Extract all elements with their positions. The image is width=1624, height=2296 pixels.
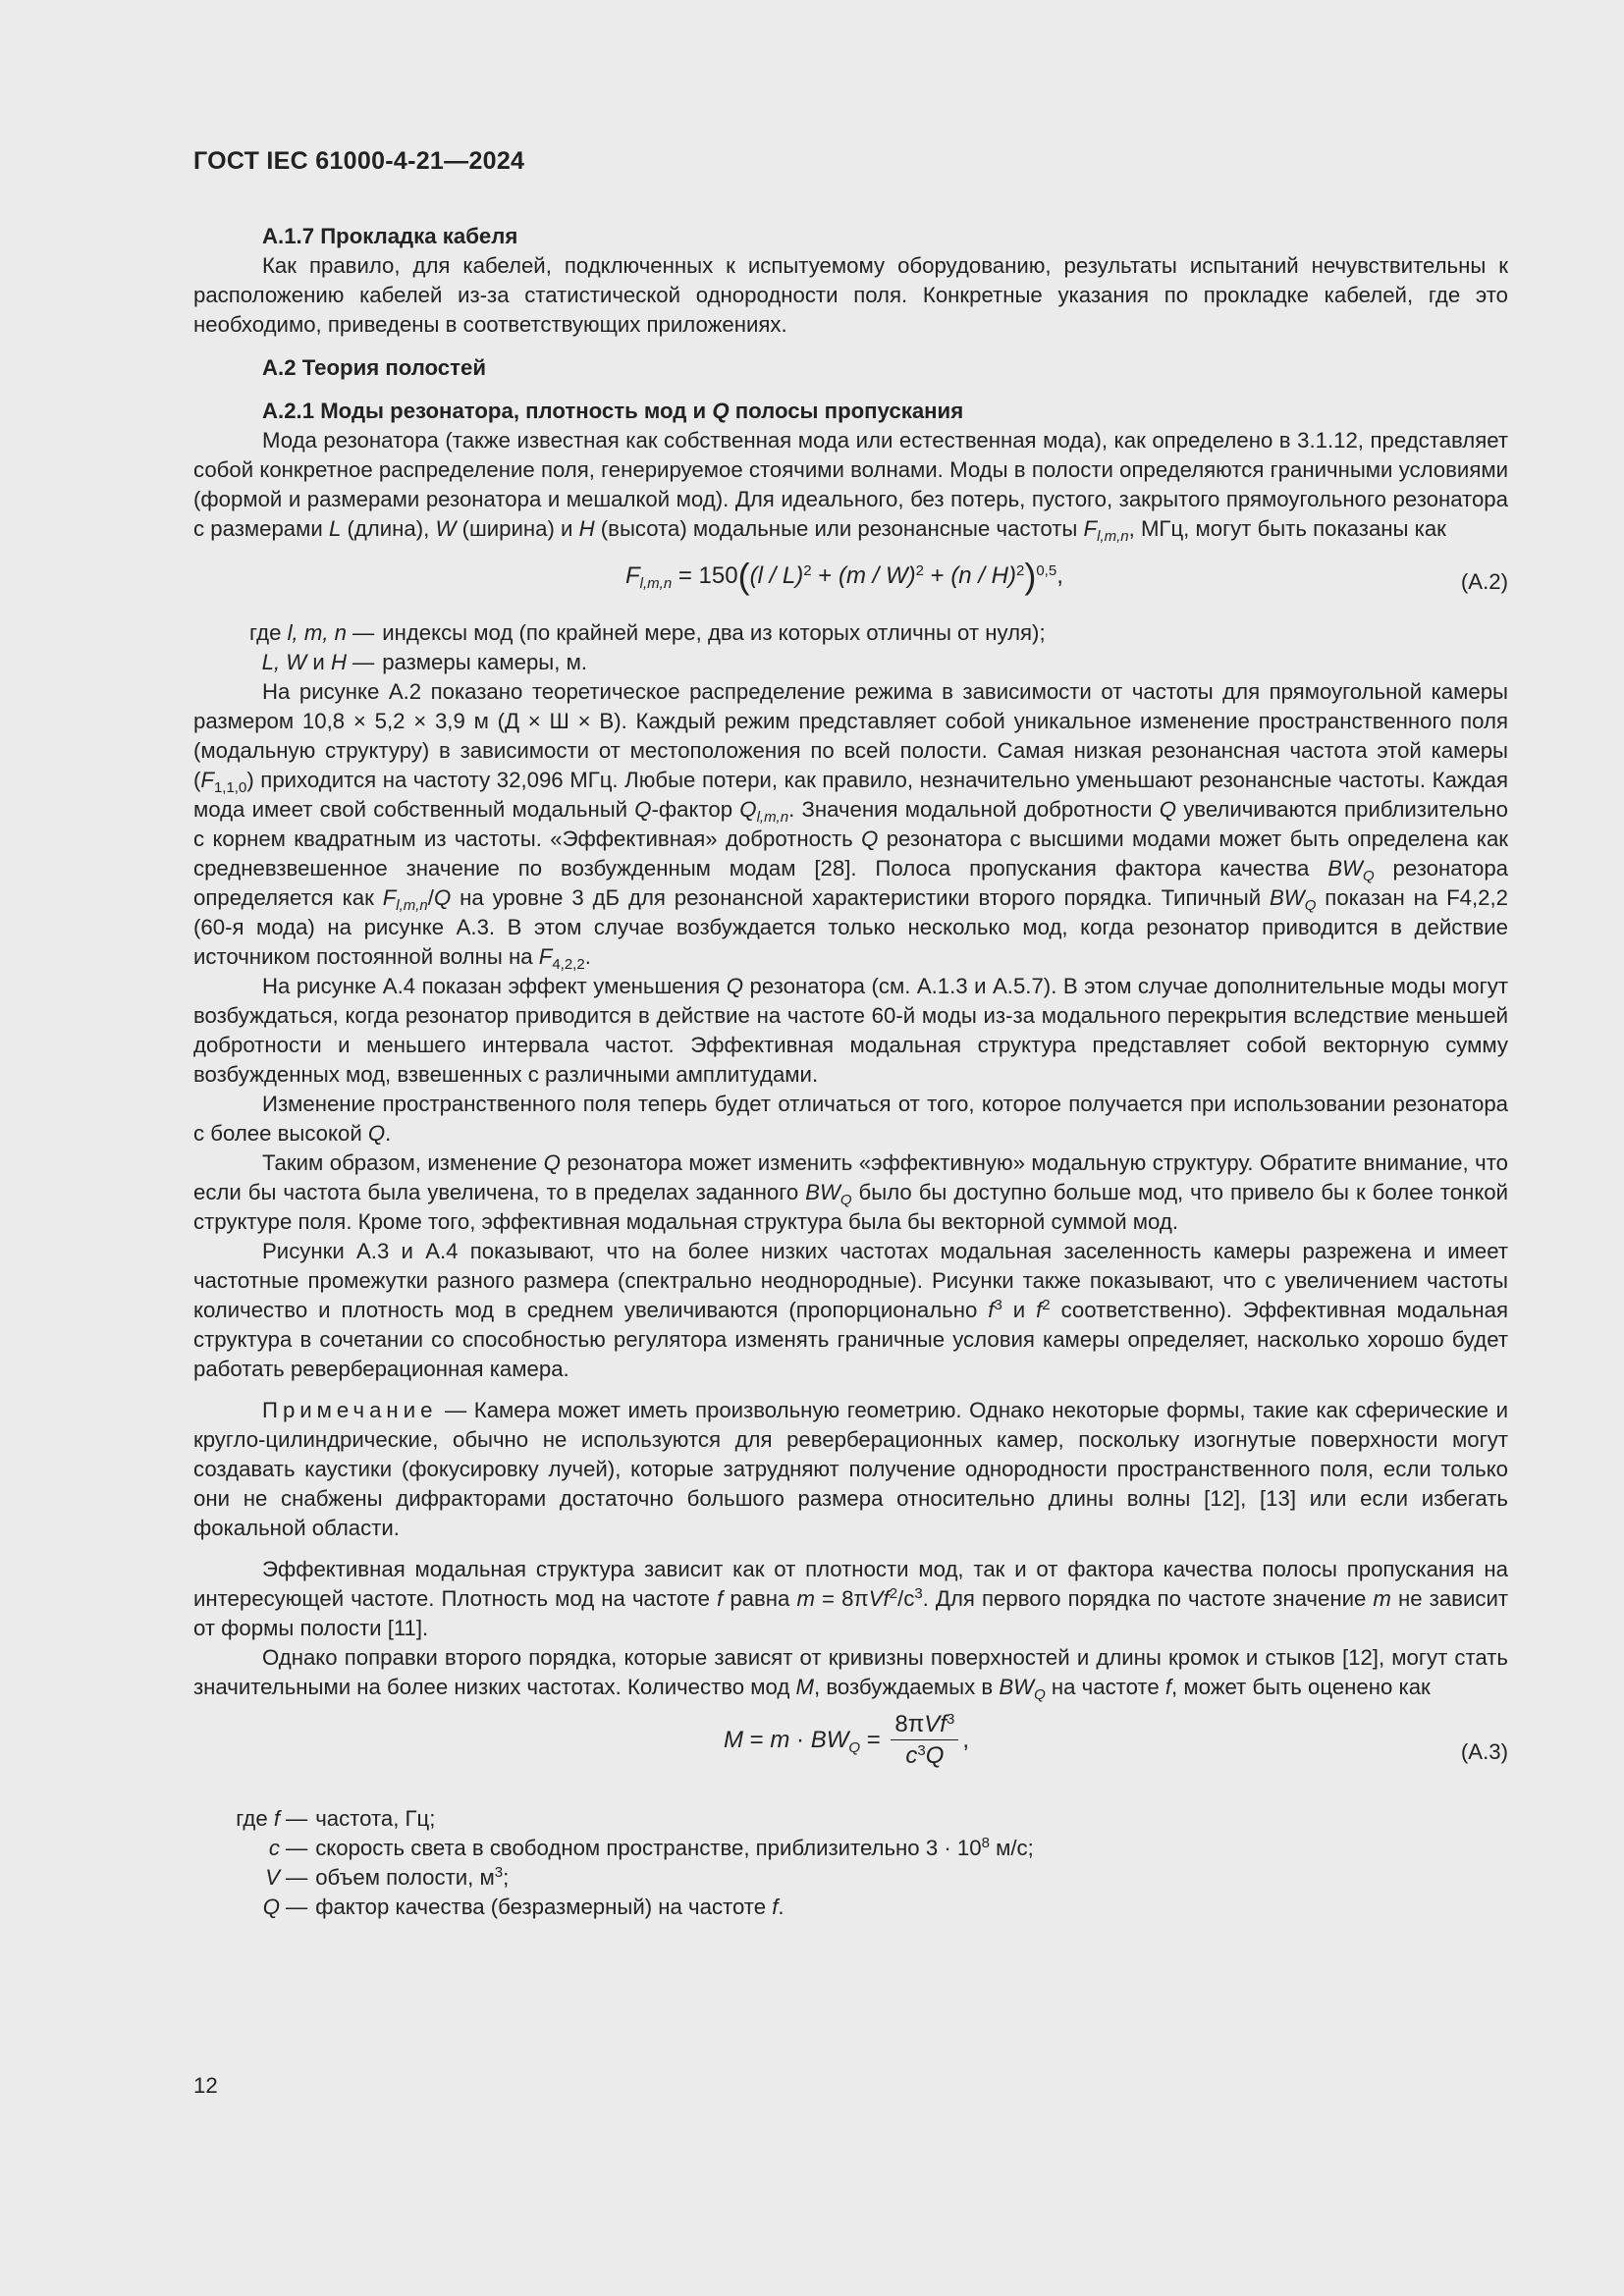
paragraph-effective-structure: Таким образом, изменение Q резонатора может изменить «эффективную» модальную структуру. Обратите внимание, что если бы частота была увеличена, то в пределах заданного $BW_Q$ было бы доступно больше мод, что привело бы к более тонкой структуре поля. Кроме того, эффективная модальная структура была бы векторной суммой мод.: [193, 1150, 1509, 1234]
paragraph-mode-distribution: На рисунке А.2 показано теоретическое распределение режима в зависимости от частоты для прямоугольной камеры размером 10,8 × 5,2 × 3,9 м (Д × Ш × В). Каждый режим представляет собой уникальное изменение пространственного поля (модальную структуру) в зависимости от местоположения по всей полости. Самая низкая резонансная частота этой камеры $(F_{1,1,0})$ приходится на частоту 32,096 МГц. Любые потери, как правило, незначительно уменьшают резонансные частоты. Каждая мода имеет свой собственный модальный Q-фактор $Q_{l,m,n}$. Значения модальной добротности Q увеличиваются приблизительно с корнем квадратным из частоты. «Эффективная» добротность Q резонатора с высшими модами может быть определена как средневзвешенное значение по возбужденным модам [28]. Полоса пропускания фактора качества $BW_Q$ резонатора определяется как $F_{l,m,n}/Q$ на уровне 3 дБ для резонансной характеристики второго порядка. Типичный $BW_Q$ показан на F4,2,2 (60-я мода) на рисунке А.3. В этом случае возбуждается только несколько мод, когда резонатор приводится в действие источником постоянной волны на $F_{4,2,2}$.: [193, 679, 1508, 973]
where-block-a2: [193, 618, 1508, 677]
formula-a3-number: (А.3): [1460, 1739, 1508, 1764]
page-content: [193, 222, 1508, 1922]
formula-a2: [193, 546, 1508, 616]
where-row: L, W и H — размеры камеры, м.: [261, 650, 587, 674]
formula-a2-expression: $F_{l,m,n} = 150((l / L)^2 + (m / W)^2 + (n / H)^2)^{0,5}$,: [625, 556, 1063, 596]
where-row: c — скорость света в свободном пространстве, приблизительно $3 \cdot 10^8$ м/с;: [268, 1835, 1034, 1860]
paragraph-q-reduction: На рисунке А.4 показан эффект уменьшения Q резонатора (см. А.1.3 и А.5.7). В этом случае дополнительные моды могут возбуждаться, когда резонатор приводится в действие на частоте 60-й моды из-за модального перекрытия вследствие меньшей добротности и меньшего интервала частот. Эффективная модальная структура представляет собой векторную сумму возбужденных мод, взвешенных с различными амплитудами.: [193, 974, 1508, 1087]
where-row: где l, m, n — индексы мод (по крайней мере, два из которых отличны от нуля);: [249, 620, 1046, 645]
paragraph-a17: Как правило, для кабелей, подключенных к испытуемому оборудованию, результаты испытаний нечувствительны к расположению кабелей из-за статистической однородности поля. Конкретные указания по прокладке кабелей, где это необходимо, приведены в соответствующих приложениях.: [193, 253, 1508, 337]
note-label: Примечание: [262, 1398, 438, 1422]
page-number: 12: [193, 2073, 218, 2098]
note-block: Примечание — Камера может иметь произвольную геометрию. Однако некоторые формы, такие как сферические и кругло-цилиндрические, обычно не используются для реверберационных камер, поскольку изогнутые поверхности могут создавать каустики (фокусировку лучей), которые затрудняют получение однородности пространственного поля, если только они не снабжены дифракторами достаточно большого размера относительно длины волны [12], [13] или если избегать фокальной области.: [193, 1398, 1508, 1540]
formula-a3: [193, 1704, 1508, 1798]
paragraph-resonator-modes: Мода резонатора (также известная как собственная мода или естественная мода), как определено в 3.1.12, представляет собой конкретное распределение поля, генерируемое стоячими волнами. Моды в полости определяются граничными условиями (формой и размерами резонатора и мешалкой мод). Для идеального, без потерь, пустого, закрытого прямоугольного резонатора с размерами L (длина), W (ширина) и H (высота) модальные или резонансные частоты $F_{l,m,n}$, МГц, могут быть показаны как: [193, 428, 1508, 545]
formula-a2-number: (А.2): [1460, 569, 1508, 594]
section-heading-a21: А.2.1 Моды резонатора, плотность мод и Q полосы пропускания: [262, 399, 964, 423]
section-heading-a17: А.1.7 Прокладка кабеля: [262, 224, 518, 248]
paragraph-mode-density: Эффективная модальная структура зависит как от плотности мод, так и от фактора качества полосы пропускания на интересующей частоте. Плотность мод на частоте f равна $m = 8\pi Vf^2/c^3$. Для первого порядка по частоте значение m не зависит от формы полости [11].: [193, 1557, 1508, 1640]
where-block-a3: [193, 1804, 1508, 1922]
document-header: ГОСТ IEC 61000-4-21—2024: [193, 147, 525, 175]
where-row: V — объем полости, $м^3$;: [265, 1864, 510, 1890]
where-row: Q — фактор качества (безразмерный) на частоте f.: [262, 1895, 785, 1919]
section-heading-a2: А.2 Теория полостей: [262, 355, 486, 380]
paragraph-second-order: Однако поправки второго порядка, которые зависят от кривизны поверхностей и длины кромок и стыков [12], могут стать значительными на более низких частотах. Количество мод M, возбуждаемых в $BW_Q$ на частоте f, может быть оценено как: [193, 1645, 1508, 1703]
paragraph-field-change: Изменение пространственного поля теперь будет отличаться от того, которое получается при использовании резонатора с более высокой Q.: [193, 1092, 1508, 1146]
formula-a3-fraction: $\frac{8\pi Vf^3}{c^3Q}$: [891, 1710, 958, 1772]
paragraph-figures-a3-a4: Рисунки А.3 и А.4 показывают, что на более низких частотах модальная заселенность камеры разрежена и имеет частотные промежутки разного размера (спектрально неоднородные). Рисунки также показывают, что с увеличением частоты количество и плотность мод в среднем увеличиваются (пропорционально $f^3$ и $f^2$ соответственно). Эффективная модальная структура в сочетании со способностью регулятора изменять граничные условия камеры определяет, насколько хорошо будет работать реверберационная камера.: [193, 1239, 1508, 1381]
where-row: где f — частота, Гц;: [236, 1806, 436, 1831]
formula-a3-expression: $M = m \cdot BW_Q$ = $\frac{8\pi Vf^3}{c^3Q}$ ,: [724, 1710, 969, 1772]
